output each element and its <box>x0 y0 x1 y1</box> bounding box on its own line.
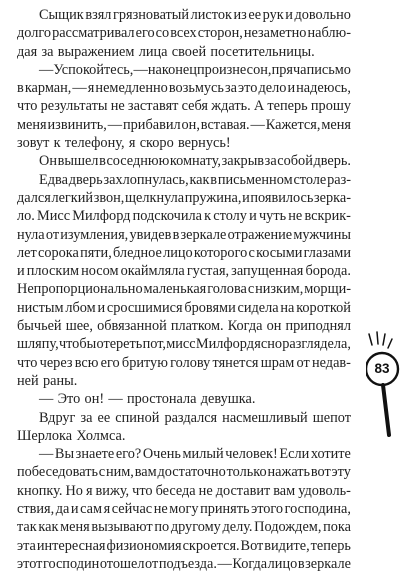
text-line: долго рассматривал его со всех сторон, незаметно наблю- <box>17 25 351 42</box>
text-line: дался легкий звон, щелкнула пружина, и появилось зерка- <box>17 189 351 206</box>
text-line: зовут к телефону, я скоро вернусь! <box>17 135 231 152</box>
magnifying-glass-icon <box>366 329 408 437</box>
text-line: что через всю его бритую голову тянется шрам от недав- <box>17 354 351 371</box>
text-line: Непропорционально маленькая голова с низким, морщи- <box>17 281 351 298</box>
text-line: кнопку. Но я вижу, что беседа не доставит вам удоволь- <box>17 482 351 499</box>
text-line: меня извинить, — прибавил он, вставая. — Кажется, меня <box>17 116 351 133</box>
text-line: нула от изумления, увидев в зеркале отражение мужчины <box>17 226 351 243</box>
text-line: — Вы знаете его? Очень милый человек! Если хотите <box>39 446 351 463</box>
text-line: в карман, — я немедленно возьмусь за это дело и надеюсь, <box>17 80 351 97</box>
text-line: лет сорока пяти, бледное лицо которого с косыми глазами <box>17 244 351 261</box>
text-line: бычьей шее, обвязанной платком. Когда он приподнял <box>17 318 351 335</box>
text-line: дая за выражением лица своей посетительницы. <box>17 43 315 60</box>
page-number: 83 <box>374 361 390 376</box>
text-line: ло. Мисс Милфорд подскочила к столу и чуть не вскрик- <box>17 208 351 225</box>
text-line: Шерлока Холмса. <box>17 427 126 444</box>
text-line: эта интересная физиономия скроется. Вот видите, теперь <box>17 537 351 554</box>
text-line: Едва дверь захлопнулась, как в письменном столе раз- <box>39 171 351 188</box>
text-line: Вдруг за ее спиной раздался насмешливый шепот <box>39 409 351 426</box>
text-line: шляпу, чтобы отереть пот, мисс Милфорд ясно разглядела, <box>17 336 351 353</box>
text-line: побеседовать с ним, вам достаточно только нажать вот эту <box>17 464 351 481</box>
text-line: этот господин отошел от подъезда. — Когда лицо в зеркале <box>17 555 351 572</box>
text-line: так как меня вызывают по другому делу. Подождем, пока <box>17 519 351 536</box>
text-line: ней раны. <box>17 372 78 389</box>
text-line: Он вышел в соседнюю комнату, закрыв за собой дверь. <box>39 153 351 170</box>
text-line: — Успокойтесь, — наконец произнес он, пряча письмо <box>39 61 351 78</box>
text-line: и плоским носом окаймляла густая, запущенная борода. <box>17 263 351 280</box>
text-line: — Это он! — простонала девушка. <box>39 391 256 408</box>
text-line: что результаты не заставят себя ждать. А теперь прошу <box>17 98 351 115</box>
text-line: нистым лбом и сросшимися бровями сидела на короткой <box>17 299 351 316</box>
text-line: Сыщик взял грязноватый листок из ее рук и довольно <box>39 7 351 23</box>
body-text <box>17 6 351 573</box>
text-line: ствия, да и сам я сейчас не могу принять этого господина, <box>17 501 351 518</box>
